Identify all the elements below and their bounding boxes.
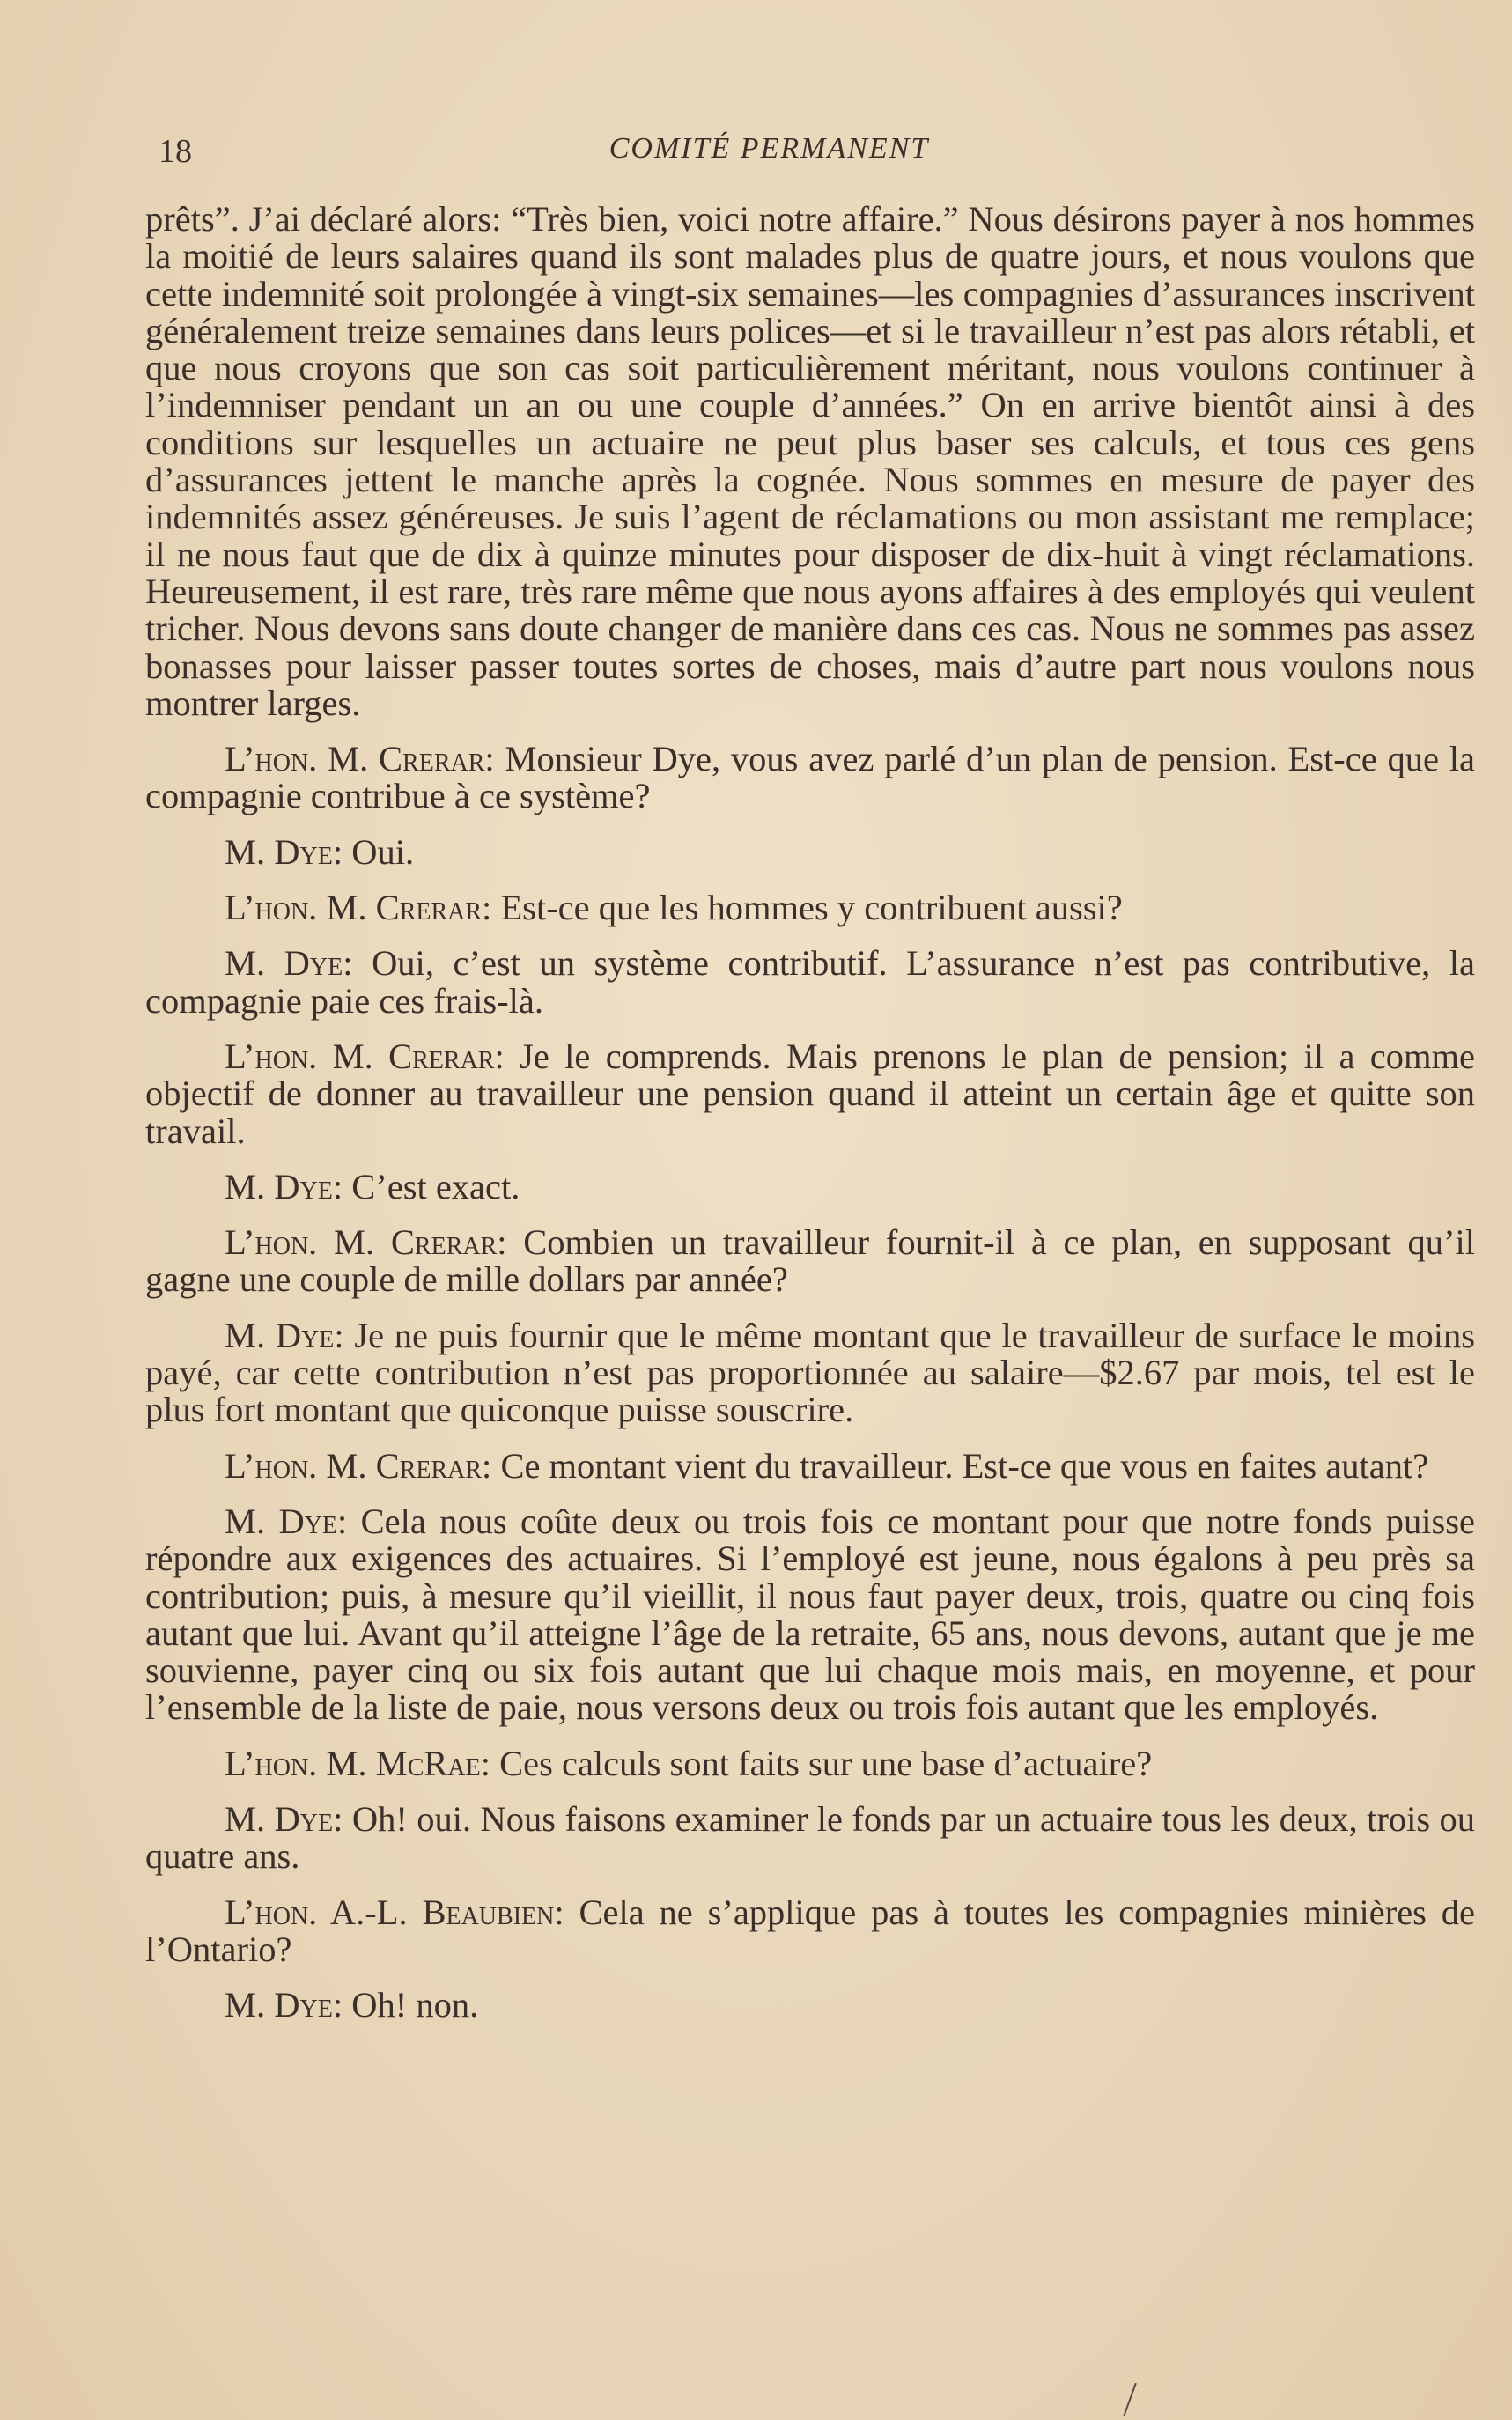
page-number: 18 (159, 133, 192, 170)
speaker-label: M. Dye: (225, 831, 343, 872)
speaker-label: M. Dye: (225, 1166, 343, 1206)
dialogue-paragraph (145, 1224, 1475, 1299)
dialogue-paragraph (145, 1894, 1475, 1969)
dialogue-paragraph (145, 1745, 1475, 1782)
dialogue-paragraph (145, 889, 1475, 926)
running-head: COMITÉ PERMANENT (608, 132, 930, 165)
dialogue-paragraph (145, 1798, 1476, 1877)
body-text (145, 201, 1475, 2024)
paragraph-text: C’est exact. (351, 1166, 520, 1206)
dialogue-paragraph (145, 1987, 1475, 2024)
paragraph-text: Je ne puis fournir que le même montant que le travailleur de surface le moins payé, car cette contribution n’est pas proportionnée au salaire—$2.67 par mois, tel est le plus fort montant que quiconque puisse souscrire. (145, 1315, 1476, 1430)
dialogue-paragraph (145, 1445, 1475, 1486)
speaker-label: M. Dye: (225, 1501, 348, 1541)
speaker-label: L’hon. M. Crerar: (225, 1445, 492, 1486)
paragraph-text: Monsieur Dye, vous avez parlé d’un plan de pension. Est-ce que la compagnie contribue à ce système? (145, 739, 1475, 816)
speaker-label: L’hon. M. Crerar: (225, 739, 495, 779)
speaker-label: L’hon. M. Crerar: (225, 888, 492, 928)
dialogue-paragraph (145, 831, 1475, 872)
dialogue-paragraph (145, 1038, 1475, 1150)
paragraph-text: Oui. (351, 831, 415, 872)
paragraph-text: Ces calculs sont faits sur une base d’actuaire? (499, 1743, 1153, 1783)
paragraph-text: Ce montant vient du travailleur. Est-ce que vous en faites autant? (500, 1445, 1429, 1486)
paragraph-text: Cela nous coûte deux ou trois fois ce montant pour que notre fonds puisse répondre aux exigences des actuaires. Si l’employé est jeune, nous égalons à peu près sa contribution; puis, à mesure qu’il vieillit, il nous faut payer deux, trois, quatre ou cinq fois autant que lui. Avant qu’il atteigne l’âge de la retraite, 65 ans, nous devons, autant que je me souvienne, payer cinq ou six fois autant que lui chaque mois mais, en moyenne, et pour l’ensemble de la liste de paie, nous versons deux ou trois fois autant que les employés. (145, 1501, 1475, 1728)
paragraph-text: Combien un travailleur fournit-il à ce plan, en supposant qu’il gagne une couple de mille dollars par année? (145, 1222, 1475, 1300)
paragraph-text: Oh! oui. Nous faisons examiner le fonds par un actuaire tous les deux, trois ou quatre ans. (145, 1798, 1476, 1877)
speaker-label: L’hon. M. Crerar: (225, 1036, 505, 1076)
paragraph-text: Je le comprends. Mais prenons le plan de pension; il a comme objectif de donner au travailleur une pension quand il atteint un certain âge et quitte son travail. (145, 1036, 1475, 1151)
paragraph-continuation (145, 201, 1475, 722)
speaker-label: L’hon. A.-L. Beaubien: (225, 1892, 564, 1932)
dialogue-paragraph (145, 1317, 1475, 1429)
dialogue-paragraph (145, 1503, 1475, 1727)
speaker-label: L’hon. M. McRae: (225, 1743, 490, 1783)
paragraph-text: Est-ce que les hommes y contribuent aussi? (500, 888, 1123, 928)
paragraph-text: Oh! non. (351, 1985, 479, 2025)
paragraph-text: Cela ne s’applique pas à toutes les compagnies minières de l’Ontario? (145, 1892, 1475, 1969)
paragraph-text: Oui, c’est un système contributif. L’assurance n’est pas contributive, la compagnie paie ces frais-là. (145, 943, 1476, 1021)
speaker-label: M. Dye: (225, 1985, 343, 2025)
paragraph-text: prêts”. J’ai déclaré alors: “Très bien, voici notre affaire.” Nous désirons payer à nos hommes la moitié de leurs salaires quand ils sont malades plus de quatre jours, et nous voulons que cette indemnité soit prolongée à vingt-six semaines—les compagnies d’assurances inscrivent généralement treize semaines dans leurs polices—et si le travailleur n’est pas alors rétabli, et que nous croyons que son cas soit particulièrement méritant, nous voulons continuer à l’indemniser pendant un an ou une couple d’années.” On en arrive bientôt ainsi à des conditions sur lesquelles un actuaire ne peut plus baser ses calculs, et tous ces gens d’assurances jettent le manche après la cognée. Nous sommes en mesure de payer des indemnités assez généreuses. Je suis l’agent de réclamations ou mon assistant me remplace; il ne nous faut que de dix à quinze minutes pour disposer de dix-huit à vingt réclamations. Heureusement, il est rare, très rare même que nous ayons affaires à des employés qui veulent tricher. Nous devons sans doute changer de manière dans ces cas. Nous ne sommes pas assez bonasses pour laisser passer toutes sortes de choses, mais d’autre part nous voulons nous montrer larges. (145, 199, 1475, 723)
dialogue-paragraph (145, 741, 1475, 815)
speaker-label: M. Dye: (225, 1798, 343, 1839)
speaker-label: M. Dye: (225, 1315, 344, 1355)
speaker-label: M. Dye: (225, 943, 353, 984)
pencil-mark (1123, 2383, 1137, 2416)
dialogue-paragraph (145, 1166, 1475, 1206)
dialogue-paragraph (145, 945, 1475, 1020)
speaker-label: L’hon. M. Crerar: (225, 1222, 507, 1263)
page-header (159, 132, 1380, 176)
